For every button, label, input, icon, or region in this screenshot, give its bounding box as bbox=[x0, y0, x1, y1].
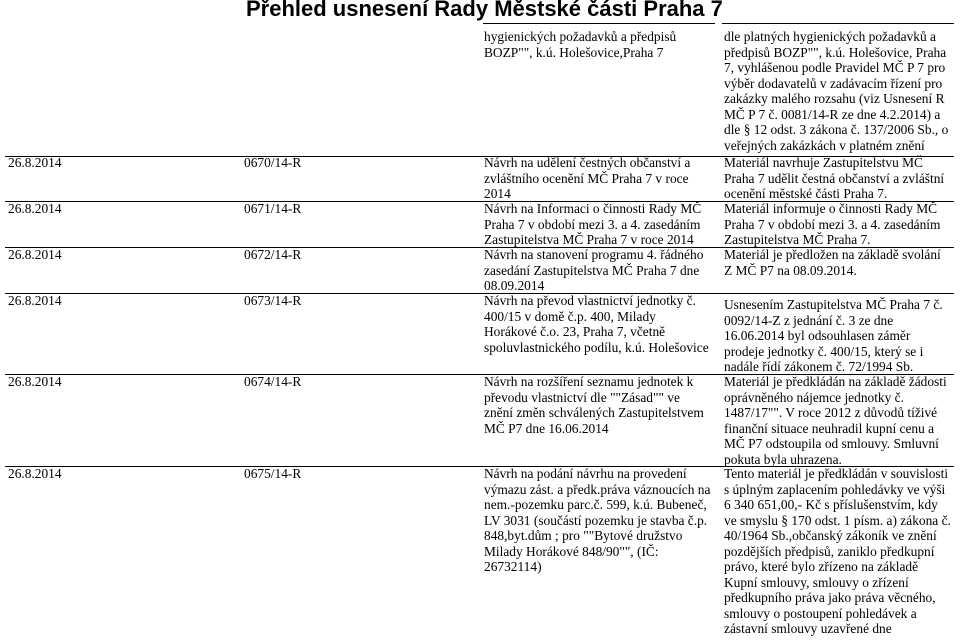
text-line: zakázky malého rozsahu (viz Usnesení R bbox=[724, 91, 945, 106]
row-date: 26.8.2014 bbox=[8, 466, 62, 481]
text-line: předpisů BOZP"", k.ú. Holešovice, Praha bbox=[724, 44, 947, 60]
text-line: ve smyslu § 170 odst. 1 písm. a) zákona č. bbox=[724, 512, 951, 528]
text-line: 08.09.2014 bbox=[484, 278, 545, 293]
continuation-result bbox=[724, 29, 948, 153]
row-number: 0675/14-R bbox=[244, 466, 302, 481]
text-line: výmazu zást. a předk.práva váznoucích na bbox=[484, 481, 711, 497]
text-line: Praha 7 udělit čestná občanství a zvláštní bbox=[724, 170, 945, 186]
text-line: 2014 bbox=[484, 186, 511, 201]
text-line: Návrh na stanovení programu 4. řádného bbox=[484, 247, 704, 262]
text-line: MČ P 7 č. 0081/14-R ze dne 4.2.2014) a bbox=[724, 106, 941, 122]
row-number: 0671/14-R bbox=[244, 201, 302, 216]
text-line: Návrh na rozšíření seznamu jednotek k bbox=[484, 374, 694, 389]
row-number: 0672/14-R bbox=[244, 247, 302, 262]
row-date: 26.8.2014 bbox=[8, 201, 62, 216]
row-result bbox=[724, 201, 940, 248]
row-date: 26.8.2014 bbox=[8, 374, 62, 389]
text-line: převodu vlastnictví dle ""Zásad"" ve bbox=[484, 389, 680, 405]
row-result bbox=[724, 247, 941, 278]
text-line: prodeje jednotky č. 400/15, který se i bbox=[724, 343, 924, 359]
text-line: BOZP"", k.ú. Holešovice,Praha 7 bbox=[484, 44, 664, 60]
text-line: Materiál je předkládán na základě žádosti bbox=[724, 374, 947, 389]
text-line: Návrh na udělení čestných občanství a bbox=[484, 155, 691, 170]
text-line: nadále řídí zákonem č. 72/1994 Sb. bbox=[724, 359, 914, 374]
text-line: Materiál informuje o činnosti Rady MČ bbox=[724, 201, 938, 216]
text-line: Praha 7 v období mezi 3. a 4. zasedáním bbox=[724, 216, 941, 232]
text-line: 1487/17"". V roce 2012 z důvodů tíživé bbox=[724, 405, 938, 420]
row-proposal bbox=[484, 374, 704, 436]
text-line: Materiál je předložen na základě svolání bbox=[724, 247, 941, 262]
row-proposal bbox=[484, 201, 701, 248]
row-result bbox=[724, 155, 944, 202]
row-rule bbox=[5, 293, 954, 294]
text-line: Praha 7 v období mezi 3. a 4. zasedáním bbox=[484, 216, 701, 232]
text-line: Návrh na Informaci o činnosti Rady MČ bbox=[484, 201, 702, 216]
continuation-proposal bbox=[484, 29, 676, 60]
row-proposal bbox=[484, 155, 690, 202]
text-line: LV 3031 (součástí pozemku je stavba č.p. bbox=[484, 512, 708, 528]
row-number: 0670/14-R bbox=[244, 155, 302, 170]
text-line: Kupní smlouvy, smlouvy o zřízení bbox=[724, 574, 909, 590]
page-title: Přehled usnesení Rady Městské části Praha 7 bbox=[246, 0, 723, 21]
text-line: dle platných hygienických požadavků a bbox=[724, 29, 936, 44]
text-line: oprávněného nájemce jednotky č. bbox=[724, 389, 904, 405]
row-number: 0674/14-R bbox=[244, 374, 302, 389]
text-line: Zastupitelstva MČ Praha 7 v roce 2014 bbox=[484, 232, 694, 247]
text-line: finanční situace neuhradil kupní cenu a bbox=[724, 420, 935, 436]
text-line: Návrh na převod vlastnictví jednotky č. bbox=[484, 293, 696, 308]
text-line: veřejných zakázkách v platném znění bbox=[724, 137, 925, 153]
row-result bbox=[724, 374, 947, 467]
row-proposal bbox=[484, 466, 710, 575]
text-line: pokuta byla uhrazena. bbox=[724, 451, 842, 467]
text-line: zástavní smlouvy uzavřené dne bbox=[724, 621, 892, 636]
row-proposal bbox=[484, 247, 703, 294]
header-rule-result bbox=[722, 23, 954, 24]
text-line: předkupního práva jako práva věcného, bbox=[724, 590, 936, 605]
text-line: 26732114) bbox=[484, 559, 542, 574]
text-line: Tento materiál je předkládán v souvislosti bbox=[724, 466, 949, 481]
text-line: hygienických požadavků a předpisů bbox=[484, 29, 677, 44]
text-line: nem.-pozemku parc.č. 599, k.ú. Bubeneč, bbox=[484, 497, 707, 512]
row-date: 26.8.2014 bbox=[8, 247, 62, 262]
text-line: dle § 12 odst. 3 zákona č. 137/2006 Sb., o bbox=[724, 122, 949, 137]
row-date: 26.8.2014 bbox=[8, 155, 62, 170]
text-line: spoluvlastnického podílu, k.ú. Holešovice bbox=[484, 339, 709, 355]
text-line: smlouvy o postoupení pohledávek a bbox=[724, 605, 917, 621]
text-line: 6 340 651,00,- Kč s příslušenstvím, kdy bbox=[724, 497, 938, 512]
text-line: 0092/14-Z z jednání č. 3 ze dne bbox=[724, 312, 894, 328]
text-line: znění změn schválených Zastupitelstvem bbox=[484, 405, 704, 420]
text-line: Usnesením Zastupitelstva MČ Praha 7 č. bbox=[724, 297, 943, 312]
text-line: MČ P7 dne 16.06.2014 bbox=[484, 420, 609, 436]
row-result bbox=[724, 297, 943, 375]
row-proposal bbox=[484, 293, 709, 355]
text-line: MČ P7 odstoupila od smlouvy. Smluvní bbox=[724, 436, 939, 451]
row-number: 0673/14-R bbox=[244, 293, 302, 308]
text-line: právo, které bylo zřízeno na základě bbox=[724, 559, 919, 574]
text-line: 848,byt.dům ; pro ""Bytové družstvo bbox=[484, 528, 683, 543]
text-line: s úplným zaplacením pohledávky ve výši bbox=[724, 481, 946, 497]
text-line: zasedání Zastupitelstva MČ Praha 7 dne bbox=[484, 262, 700, 278]
text-line: 7, vyhlášenou podle Pravidel MČ P 7 pro bbox=[724, 60, 946, 75]
text-line: Zastupitelstva MČ Praha 7. bbox=[724, 232, 871, 247]
text-line: výběr dodavatelů v zadávacím řízení pro bbox=[724, 75, 943, 91]
text-line: Návrh na podání návrhu na provedení bbox=[484, 466, 687, 481]
text-line: Milady Horákové 848/90"", (IČ: bbox=[484, 543, 659, 559]
text-line: zvláštního ocenění MČ Praha 7 v roce bbox=[484, 170, 689, 186]
text-line: Materiál navrhuje Zastupitelstvu MČ bbox=[724, 155, 923, 170]
header-rule-proposal bbox=[483, 23, 715, 24]
text-line: Z MČ P7 na 08.09.2014. bbox=[724, 262, 857, 278]
text-line: 400/15 v domě č.p. 400, Milady bbox=[484, 308, 656, 324]
text-line: ocenění městské části Praha 7. bbox=[724, 186, 888, 201]
text-line: Horákové č.o. 23, Praha 7, včetně bbox=[484, 324, 666, 339]
row-date: 26.8.2014 bbox=[8, 293, 62, 308]
text-line: 40/1964 Sb.,občanský zákoník ve znění bbox=[724, 528, 937, 543]
row-result bbox=[724, 466, 951, 637]
text-line: 16.06.2014 byl odsouhlasen záměr bbox=[724, 328, 911, 343]
text-line: pozdějších předpisů, zaniklo předkupní bbox=[724, 543, 935, 559]
